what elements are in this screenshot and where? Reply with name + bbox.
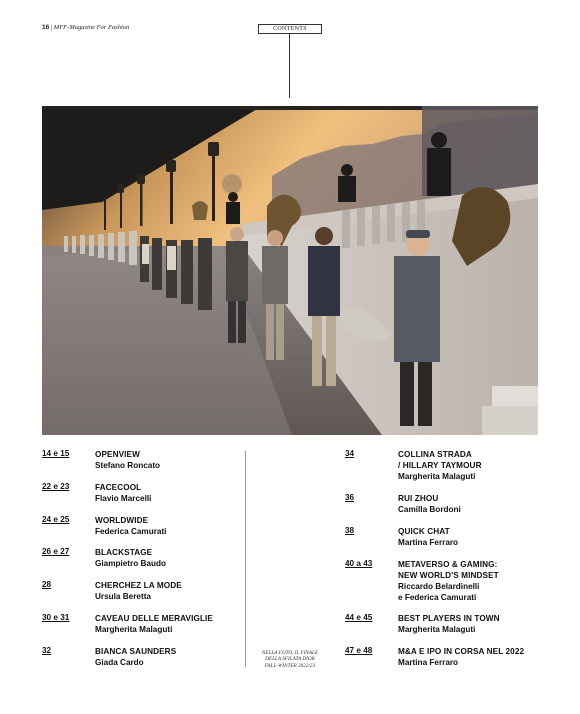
toc-title: FACECOOL [95, 483, 142, 492]
toc-page-link[interactable]: 40 a 43 [345, 559, 373, 568]
toc-page-link[interactable]: 32 [42, 646, 52, 655]
toc-author: Ursula Beretta [95, 592, 151, 601]
toc-page-link[interactable]: 30 e 31 [42, 613, 70, 622]
toc-author: Margherita Malaguti [95, 625, 173, 634]
page-number: 16 [42, 24, 50, 31]
toc-title: M&A E IPO IN CORSA NEL 2022 [398, 647, 525, 656]
toc-page-link[interactable]: 44 e 45 [345, 613, 373, 622]
toc-author: Giada Cardo [95, 658, 144, 667]
photo-caption [250, 650, 330, 669]
toc-title: WORLDWIDE [95, 516, 149, 525]
toc-title: BIANCA SAUNDERS [95, 647, 177, 656]
toc-page-link[interactable]: 38 [345, 526, 355, 535]
toc-author: Margherita Malaguti [398, 625, 476, 634]
toc-title: OPENVIEW [95, 450, 140, 459]
toc-page-link[interactable]: 26 e 27 [42, 547, 70, 556]
section-label: CONTENTS [258, 24, 322, 34]
magazine-name: MFF-Magazine For Fashion [53, 24, 130, 31]
caption-line: FALL-WINTER 2022/23 [264, 662, 316, 669]
caption-line: DELLA SFILATA DIOR [265, 656, 315, 663]
toc-title: BEST PLAYERS IN TOWN [398, 614, 500, 623]
toc-author: Martina Ferraro [398, 658, 459, 667]
toc-title: BLACKSTAGE [95, 548, 153, 557]
toc-title: METAVERSO & GAMING: [398, 560, 498, 569]
toc-author-line2: e Federica Camurati [398, 593, 477, 602]
toc-title: COLLINA STRADA [398, 450, 472, 459]
toc-author: Federica Camurati [95, 527, 167, 536]
toc-title: CAVEAU DELLE MERAVIGLIE [95, 614, 213, 623]
toc-page-link[interactable]: 36 [345, 493, 355, 502]
toc-title-line2: NEW WORLD'S MINDSET [398, 571, 499, 580]
folio-separator: | [50, 24, 53, 31]
toc-title: RUI ZHOU [398, 494, 439, 503]
toc-author: Flavio Marcelli [95, 494, 152, 503]
toc-author: Stefano Roncato [95, 461, 161, 470]
toc-page-link[interactable]: 28 [42, 580, 52, 589]
toc-page-link[interactable]: 22 e 23 [42, 482, 70, 491]
toc-page-link[interactable]: 14 e 15 [42, 449, 70, 458]
toc-page-link[interactable]: 34 [345, 449, 355, 458]
toc-author: Margherita Malaguti [398, 472, 476, 481]
column-divider [245, 451, 246, 667]
caption-line: NELLA FOTO, IL FINALE [261, 650, 319, 656]
toc-author: Camilla Bordoni [398, 505, 461, 514]
runway-photo [42, 106, 538, 435]
page-folio [42, 24, 129, 31]
toc-title: CHERCHEZ LA MODE [95, 581, 182, 590]
toc-page-link[interactable]: 24 e 25 [42, 515, 70, 524]
toc-author: Riccardo Belardinelli [398, 582, 480, 591]
toc-author: Martina Ferraro [398, 538, 459, 547]
toc-page-link[interactable]: 47 e 48 [345, 646, 373, 655]
section-divider-line [289, 34, 290, 98]
toc-author: Giampietro Baudo [95, 559, 166, 568]
toc-title-line2: / HILLARY TAYMOUR [398, 461, 482, 470]
toc-title: QUICK CHAT [398, 527, 450, 536]
